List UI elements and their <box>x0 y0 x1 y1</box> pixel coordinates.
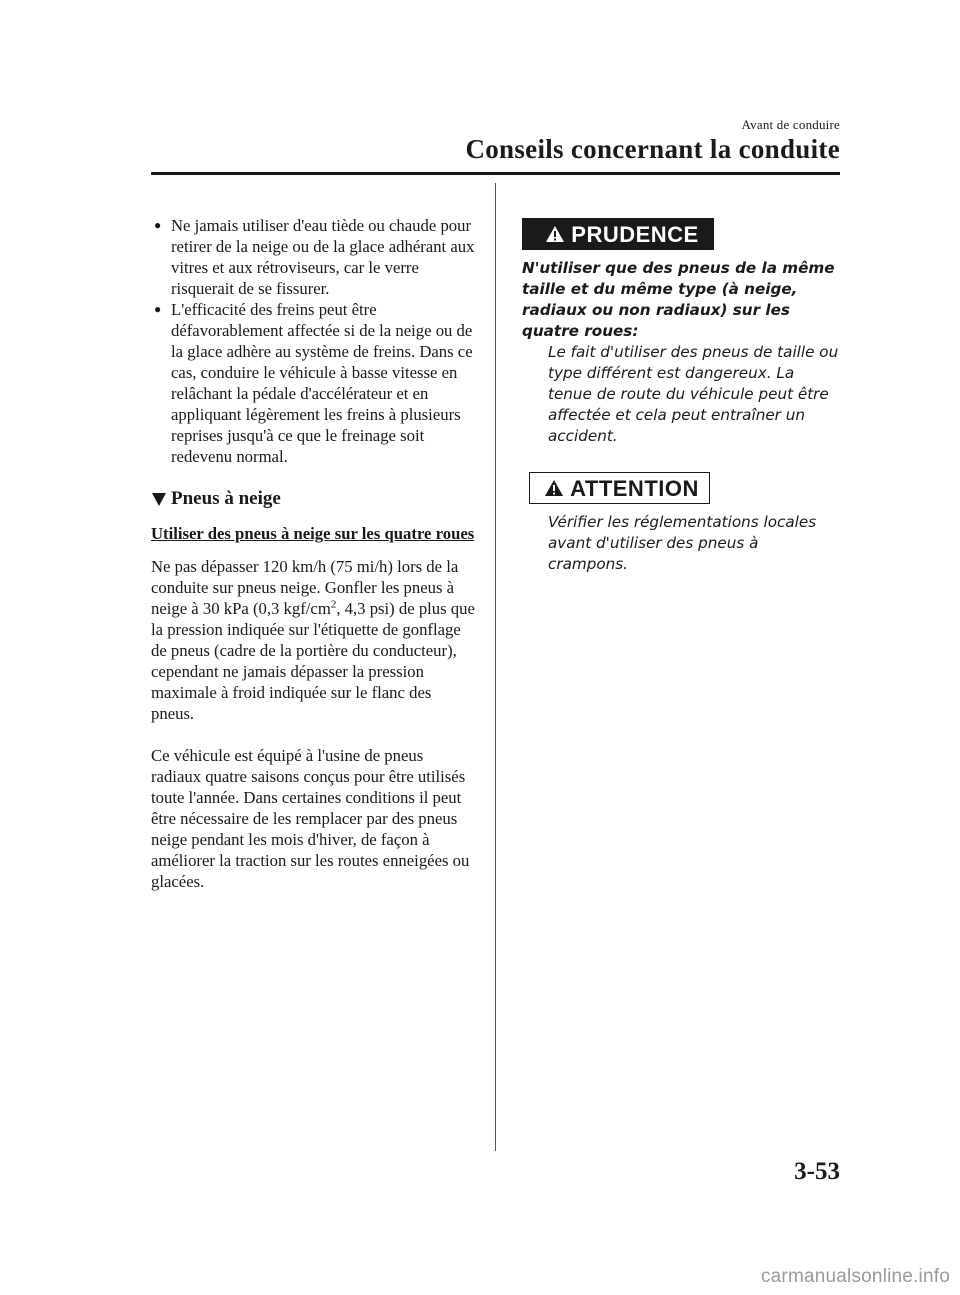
warning-icon <box>545 225 565 243</box>
caution-detail: Le fait d'utiliser des pneus de taille ou type différent est dangereux. La tenue de route du véhicule peut être affectée et cela peut entraîner un accident. <box>548 343 839 445</box>
section-heading <box>151 487 476 511</box>
column-divider <box>495 183 496 1151</box>
header-rule <box>151 172 840 175</box>
left-column <box>151 215 476 892</box>
paragraph: Ce véhicule est équipé à l'usine de pneus radiaux quatre saisons conçus pour être utilisés toute l'année. Dans certaines conditions il peut être nécessaire de les remplacer par des pneus neige pendant les mois d'hiver, de façon à améliorer la traction sur les routes enneigées ou glacées. <box>151 746 470 891</box>
bullet-text: Ne jamais utiliser d'eau tiède ou chaude pour retirer de la neige ou de la glace adhérant aux vitres et aux rétroviseurs, car le verre risquerait de se fissurer. <box>171 216 475 298</box>
paragraph <box>151 556 476 724</box>
attention-label: ATTENTION <box>570 475 699 501</box>
triangle-down-icon <box>152 493 166 506</box>
caution-box <box>522 218 714 250</box>
right-column <box>522 218 842 575</box>
warning-icon <box>544 479 564 497</box>
caution-label: PRUDENCE <box>571 221 699 247</box>
footer-watermark[interactable]: carmanualsonline.info <box>760 1266 950 1287</box>
page-number: 3-53 <box>794 1158 840 1185</box>
superscript: 2 <box>330 598 337 611</box>
list-item <box>151 215 476 299</box>
subheading: Utiliser des pneus à neige sur les quatre roues <box>151 524 475 543</box>
attention-section <box>522 472 842 575</box>
bullet-icon: ● <box>154 302 162 316</box>
section-heading-text: Pneus à neige <box>171 488 281 509</box>
section-label: Avant de conduire <box>741 117 840 132</box>
attention-box <box>529 472 710 504</box>
paragraph-text-b: , 4,3 psi) de plus que la pression indiquée sur l'étiquette de gonflage de pneus (cadre de la portière du conducteur), cependant ne jamais dépasser la pression maximale à froid indiquée sur le flanc des pneus. <box>151 599 475 723</box>
paragraph-text-a: Ne pas dépasser 120 km/h (75 mi/h) lors de la conduite sur pneus neige. Gonfler les pneus à neige à 30 kPa (0,3 kgf/cm <box>151 557 459 618</box>
bullet-text: L'efficacité des freins peut être défavorablement affectée si de la neige ou de la glace adhère au système de freins. Dans ce cas, conduire le véhicule à basse vitesse en relâchant la pédale d'accélérateur et en appliquant légèrement les freins à plusieurs reprises jusqu'à ce que le freinage soit redevenu normal. <box>171 300 473 466</box>
bullet-list <box>151 215 476 467</box>
attention-text: Vérifier les réglementations locales avant d'utiliser des pneus à crampons. <box>548 513 817 573</box>
bullet-icon: ● <box>154 218 162 232</box>
page-title: Conseils concernant la conduite <box>465 134 840 164</box>
caution-text: N'utiliser que des pneus de la même taille et du même type (à neige, radiaux ou non radiaux) sur les quatre roues: <box>522 259 835 340</box>
list-item <box>151 299 476 467</box>
